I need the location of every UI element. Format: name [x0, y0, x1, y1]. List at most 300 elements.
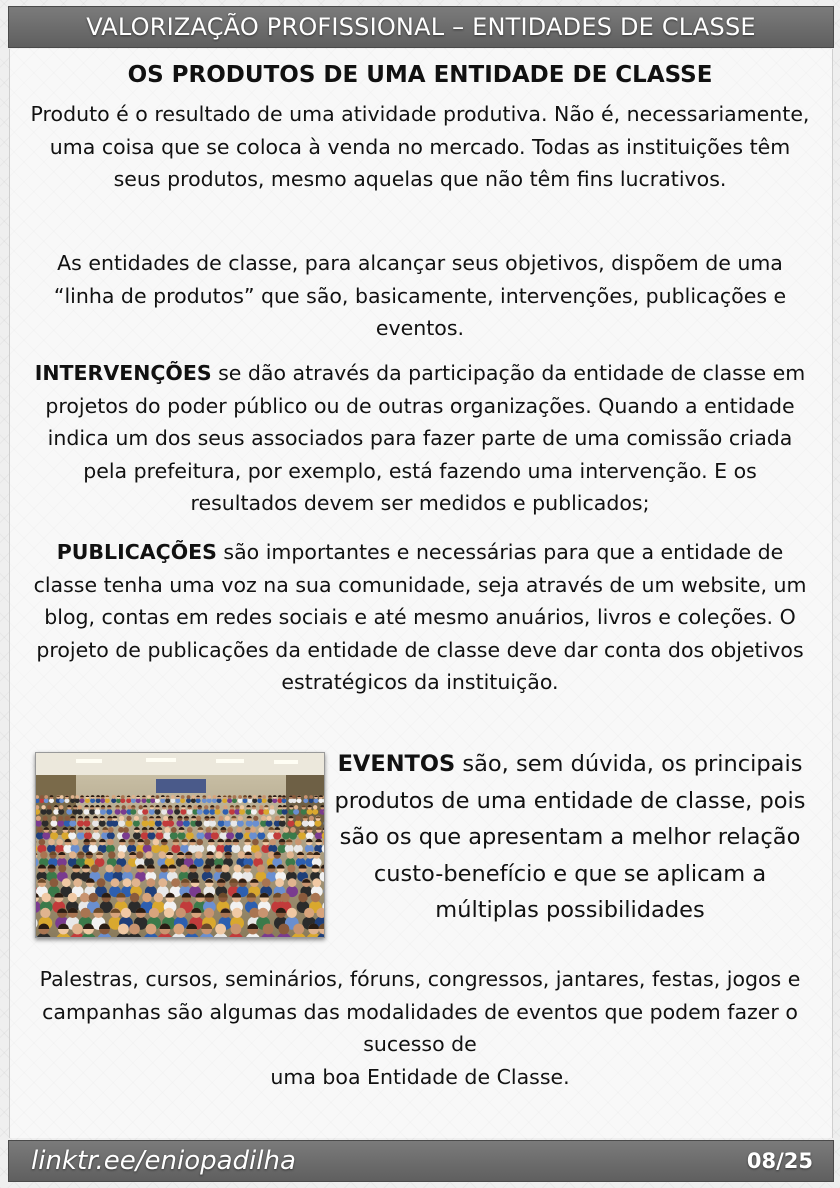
audience-body — [160, 798, 165, 803]
audience-body — [100, 798, 105, 803]
audience-body — [44, 798, 49, 803]
audience-head — [40, 795, 44, 799]
audience-head — [145, 851, 152, 858]
audience-body — [131, 798, 136, 803]
audience-body — [180, 798, 185, 803]
audience-head — [266, 816, 271, 821]
audience-head — [280, 893, 289, 902]
audience-body — [147, 832, 155, 840]
audience-head — [48, 839, 55, 846]
audience-head — [275, 878, 284, 887]
audience-head — [174, 924, 185, 935]
audience-body — [226, 832, 234, 840]
audience-body — [115, 809, 121, 815]
audience-head — [234, 865, 242, 873]
audience-body — [49, 798, 54, 803]
audience-body — [222, 798, 227, 803]
audience-head — [181, 795, 185, 799]
audience-body — [209, 820, 216, 827]
audience-head — [65, 816, 70, 821]
audience-body — [303, 798, 308, 803]
audience-body — [207, 798, 212, 803]
audience-head — [121, 908, 131, 918]
audience-body — [50, 832, 58, 840]
audience-body — [217, 798, 222, 803]
audience-body — [295, 820, 302, 827]
paragraph-intervencoes — [28, 357, 812, 520]
audience-body — [84, 832, 92, 840]
audience-body — [175, 798, 180, 803]
audience-body — [77, 832, 85, 840]
audience-head — [195, 851, 202, 858]
linktree-link[interactable]: linktr.ee/eniopadilha — [31, 1146, 296, 1176]
audience-body — [211, 832, 219, 840]
audience-body — [66, 809, 72, 815]
audience-body — [237, 820, 244, 827]
auditorium-audience-photo — [35, 752, 325, 938]
audience-body — [95, 809, 101, 815]
audience-body — [64, 798, 69, 803]
audience-head — [287, 865, 295, 873]
audience-body — [315, 820, 322, 827]
modalidades-closing: uma boa Entidade de Classe. — [270, 1064, 570, 1089]
audience-head — [129, 924, 140, 935]
audience-body — [191, 798, 196, 803]
audience-head — [263, 924, 274, 935]
audience-body — [252, 798, 257, 803]
audience-head — [118, 851, 125, 858]
audience-body — [209, 809, 215, 815]
audience-head — [258, 908, 268, 918]
intervencoes-heading: INTERVENÇÕES — [34, 361, 212, 385]
section-title: OS PRODUTOS DE UMA ENTIDADE DE CLASSE — [127, 62, 713, 88]
audience-head — [309, 816, 314, 821]
audience-body — [268, 798, 273, 803]
audience-head — [72, 924, 83, 935]
audience-head — [71, 795, 75, 799]
audience-head — [146, 924, 157, 935]
audience-body — [308, 820, 315, 827]
audience-head — [72, 839, 79, 846]
audience-head — [114, 865, 122, 873]
audience-head — [153, 839, 160, 846]
audience-body — [126, 798, 131, 803]
page-footer — [8, 1140, 834, 1182]
audience-head — [41, 805, 45, 809]
audience-head — [253, 795, 257, 799]
audience-head — [119, 816, 124, 821]
audience-head — [288, 878, 297, 887]
audience-body — [170, 798, 175, 803]
audience-body — [176, 820, 183, 827]
audience-body — [279, 820, 286, 827]
audience-body — [282, 798, 287, 803]
audience-head — [180, 865, 188, 873]
audience-body — [170, 832, 178, 840]
audience-body — [239, 809, 245, 815]
audience-head — [270, 839, 277, 846]
audience-head — [287, 851, 294, 858]
audience-body — [238, 798, 243, 803]
audience-head — [213, 795, 217, 799]
audience-body — [178, 832, 186, 840]
audience-head — [270, 805, 274, 809]
audience-head — [47, 805, 51, 809]
audience-head — [215, 924, 226, 935]
audience-body — [41, 809, 47, 815]
audience-head — [215, 805, 219, 809]
audience-head — [59, 805, 63, 809]
audience-head — [238, 795, 242, 799]
audience-head — [156, 795, 160, 799]
audience-head — [223, 805, 227, 809]
audience-head — [75, 795, 79, 799]
audience-body — [136, 798, 141, 803]
audience-head — [293, 924, 304, 935]
audience-head — [283, 827, 289, 833]
audience-head — [257, 865, 265, 873]
audience-head — [312, 878, 321, 887]
audience-head — [42, 893, 51, 902]
audience-body — [307, 809, 313, 815]
audience-head — [204, 805, 208, 809]
audience-head — [292, 795, 296, 799]
audience-head — [233, 795, 237, 799]
audience-head — [164, 908, 174, 918]
audience-head — [142, 893, 151, 902]
eventos-text: são, sem dúvida, os principais produtos de uma entidade de classe, pois são os que apresentam a melhor relação custo-benefício e que se aplicam a múltiplas possibilidades — [334, 751, 806, 923]
audience-body — [165, 798, 170, 803]
audience-body — [292, 798, 297, 803]
audience-head — [196, 839, 203, 846]
audience-body — [59, 798, 64, 803]
audience-body — [289, 832, 297, 840]
audience-body — [246, 809, 252, 815]
paragraph-eventos — [326, 746, 814, 929]
audience-head — [146, 878, 155, 887]
audience-body — [315, 832, 323, 840]
audience-head — [51, 816, 56, 821]
audience-illustration — [36, 753, 324, 937]
audience-body — [287, 820, 294, 827]
audience-head — [196, 816, 201, 821]
page-number: 08/25 — [746, 1149, 813, 1173]
intervencoes-text: se dão através da participação da entidade de classe em projetos do poder público ou de outras organizações. Quando a entidade indica um dos seus associados para fazer parte de uma comissão criada pela prefeitura, por exemplo, está fazendo uma intervenção. E os resultados devem ser medidos e publicados; — [45, 361, 806, 515]
audience-head — [215, 851, 222, 858]
audience-head — [122, 805, 126, 809]
audience-body — [252, 820, 259, 827]
audience-body — [150, 798, 155, 803]
audience-head — [231, 924, 242, 935]
audience-body — [301, 809, 307, 815]
audience-body — [263, 809, 269, 815]
audience-body — [224, 820, 231, 827]
audience-body — [218, 820, 225, 827]
audience-head — [238, 816, 243, 821]
eventos-heading: EVENTOS — [337, 751, 456, 777]
audience-body — [266, 820, 273, 827]
audience-body — [231, 844, 240, 853]
modalidades-text: Palestras, cursos, seminários, fóruns, congressos, jantares, festas, jogos e campanhas são algumas das modalidades de eventos que podem fazer o sucesso de — [39, 967, 801, 1056]
audience-body — [77, 809, 83, 815]
audience-head — [127, 805, 131, 809]
publicacoes-heading: PUBLICAÇÕES — [56, 540, 217, 564]
audience-body — [83, 820, 90, 827]
audience-body — [251, 809, 257, 815]
audience-body — [235, 832, 243, 840]
audience-body — [39, 798, 44, 803]
audience-body — [80, 798, 85, 803]
audience-body — [229, 809, 235, 815]
audience-body — [42, 832, 50, 840]
audience-head — [108, 827, 114, 833]
audience-head — [132, 878, 141, 887]
audience-head — [118, 924, 129, 935]
audience-body — [75, 798, 80, 803]
audience-body — [96, 798, 101, 803]
audience-body — [167, 809, 173, 815]
audience-head — [313, 805, 317, 809]
audience-head — [143, 816, 148, 821]
audience-body — [50, 820, 57, 827]
audience-body — [309, 798, 314, 803]
audience-head — [154, 893, 163, 902]
audience-body — [133, 820, 140, 827]
audience-head — [259, 805, 263, 809]
audience-body — [243, 798, 248, 803]
audience-body — [58, 809, 64, 815]
audience-head — [176, 908, 186, 918]
audience-head — [240, 805, 244, 809]
audience-body — [293, 809, 299, 815]
audience-head — [171, 827, 177, 833]
audience-head — [56, 839, 63, 846]
audience-head — [232, 908, 242, 918]
page-header — [8, 6, 834, 48]
audience-head — [254, 851, 261, 858]
audience-head — [58, 865, 66, 873]
audience-head — [121, 795, 125, 799]
audience-body — [70, 798, 75, 803]
audience-body — [126, 820, 133, 827]
paragraph-produto: Produto é o resultado de uma atividade produtiva. Não é, necessariamente, uma coisa que se coloca à venda no mercado. Todas as instituições têm seus produtos, mesmo aquelas que não têm fins lucrativos. — [30, 102, 810, 191]
audience-body — [130, 809, 136, 815]
audience-body — [187, 809, 193, 815]
audience-body — [186, 832, 194, 840]
audience-head — [73, 878, 82, 887]
audience-body — [100, 809, 106, 815]
audience-head — [60, 795, 64, 799]
audience-body — [246, 820, 253, 827]
audience-head — [225, 816, 230, 821]
audience-head — [130, 893, 139, 902]
audience-head — [147, 795, 151, 799]
audience-body — [232, 798, 237, 803]
audience-head — [108, 851, 115, 858]
audience-body — [272, 798, 277, 803]
audience-body — [68, 832, 76, 840]
audience-head — [304, 795, 308, 799]
audience-body — [111, 820, 118, 827]
audience-body — [133, 832, 141, 840]
audience-body — [180, 809, 186, 815]
audience-head — [39, 839, 46, 846]
audience-body — [249, 832, 257, 840]
audience-head — [261, 816, 266, 821]
audience-body — [167, 820, 174, 827]
audience-body — [196, 832, 204, 840]
audience-head — [275, 816, 280, 821]
audience-head — [250, 827, 256, 833]
audience-body — [107, 832, 115, 840]
audience-head — [287, 908, 297, 918]
audience-head — [123, 865, 131, 873]
audience-body — [92, 832, 100, 840]
audience-head — [107, 839, 114, 846]
audience-body — [282, 832, 290, 840]
audience-body — [85, 798, 90, 803]
audience-head — [159, 851, 166, 858]
audience-body — [269, 809, 275, 815]
audience-head — [78, 805, 82, 809]
audience-head — [40, 851, 47, 858]
audience-body — [57, 820, 64, 827]
audience-head — [296, 816, 301, 821]
header-title: VALORIZAÇÃO PROFISSIONAL – ENTIDADES DE CLASSE — [86, 13, 756, 41]
audience-body — [142, 798, 147, 803]
audience-head — [144, 839, 151, 846]
audience-head — [126, 816, 131, 821]
audience-body — [155, 820, 162, 827]
audience-body — [230, 820, 237, 827]
audience-head — [193, 805, 197, 809]
audience-head — [136, 851, 143, 858]
audience-head — [304, 908, 314, 918]
audience-head — [164, 827, 170, 833]
audience-body — [257, 798, 262, 803]
audience-head — [253, 816, 258, 821]
audience-head — [68, 893, 77, 902]
audience-head — [192, 795, 196, 799]
audience-head — [118, 827, 124, 833]
audience-head — [163, 816, 168, 821]
audience-head — [69, 851, 76, 858]
audience-body — [174, 809, 180, 815]
audience-body — [183, 820, 190, 827]
audience-head — [80, 893, 89, 902]
audience-body — [77, 820, 84, 827]
audience-head — [207, 795, 211, 799]
audience-body — [105, 798, 110, 803]
audience-head — [134, 816, 139, 821]
audience-head — [149, 908, 159, 918]
audience-body — [161, 809, 167, 815]
audience-body — [314, 798, 319, 803]
audience-head — [204, 908, 214, 918]
audience-head — [97, 878, 106, 887]
paragraph-linha-produtos: As entidades de classe, para alcançar seus objetivos, dispõem de uma “linha de produtos” que são, basicamente, intervenções, publicações e eventos. — [53, 251, 787, 340]
audience-head — [123, 878, 132, 887]
audience-head — [43, 816, 48, 821]
audience-head — [187, 795, 191, 799]
audience-head — [279, 924, 290, 935]
audience-body — [306, 832, 314, 840]
audience-head — [290, 827, 296, 833]
audience-body — [297, 798, 302, 803]
audience-head — [158, 878, 167, 887]
audience-head — [36, 816, 41, 821]
audience-body — [90, 798, 95, 803]
audience-head — [91, 865, 99, 873]
audience-body — [155, 809, 161, 815]
audience-head — [111, 878, 120, 887]
audience-head — [50, 878, 59, 887]
audience-head — [309, 795, 313, 799]
audience-head — [123, 827, 129, 833]
audience-head — [294, 805, 298, 809]
audience-head — [258, 827, 264, 833]
audience-body — [197, 809, 203, 815]
audience-head — [139, 805, 143, 809]
audience-body — [142, 820, 149, 827]
audience-body — [203, 809, 209, 815]
audience-body — [149, 809, 155, 815]
audience-body — [298, 832, 306, 840]
audience-head — [40, 908, 50, 918]
audience-body — [247, 798, 252, 803]
audience-body — [223, 809, 229, 815]
audience-head — [62, 878, 71, 887]
audience-body — [312, 809, 318, 815]
audience-head — [227, 827, 233, 833]
audience-body — [84, 809, 90, 815]
audience-body — [212, 798, 217, 803]
audience-body — [257, 832, 265, 840]
audience-body — [215, 809, 221, 815]
audience-body — [148, 820, 155, 827]
audience-body — [122, 832, 130, 840]
audience-head — [222, 865, 230, 873]
audience-head — [44, 795, 48, 799]
audience-body — [186, 798, 191, 803]
audience-head — [206, 827, 212, 833]
audience-head — [58, 816, 63, 821]
audience-body — [155, 798, 160, 803]
audience-body — [282, 809, 288, 815]
audience-body — [120, 798, 125, 803]
audience-body — [202, 798, 207, 803]
audience-body — [156, 832, 164, 840]
audience-body — [142, 809, 148, 815]
audience-head — [298, 893, 307, 902]
audience-body — [227, 798, 232, 803]
audience-body — [42, 820, 49, 827]
paragraph-modalidades — [30, 963, 810, 1093]
audience-head — [171, 795, 175, 799]
audience-body — [302, 820, 309, 827]
audience-head — [112, 795, 116, 799]
audience-body — [69, 820, 76, 827]
audience-head — [80, 908, 90, 918]
audience-head — [219, 816, 224, 821]
audience-body — [195, 820, 202, 827]
audience-body — [46, 809, 52, 815]
audience-head — [295, 839, 302, 846]
audience-body — [99, 820, 106, 827]
publicacoes-text: são importantes e necessárias para que a entidade de classe tenha uma voz na sua comunidade, seja através de um website, um blog, contas em redes sociais e até mesmo anuários, livros e coleções. O projeto de publicações da entidade de classe deve dar conta dos objetivos estratégicos da instituição. — [33, 540, 807, 694]
audience-body — [118, 820, 125, 827]
audience-head — [236, 827, 242, 833]
